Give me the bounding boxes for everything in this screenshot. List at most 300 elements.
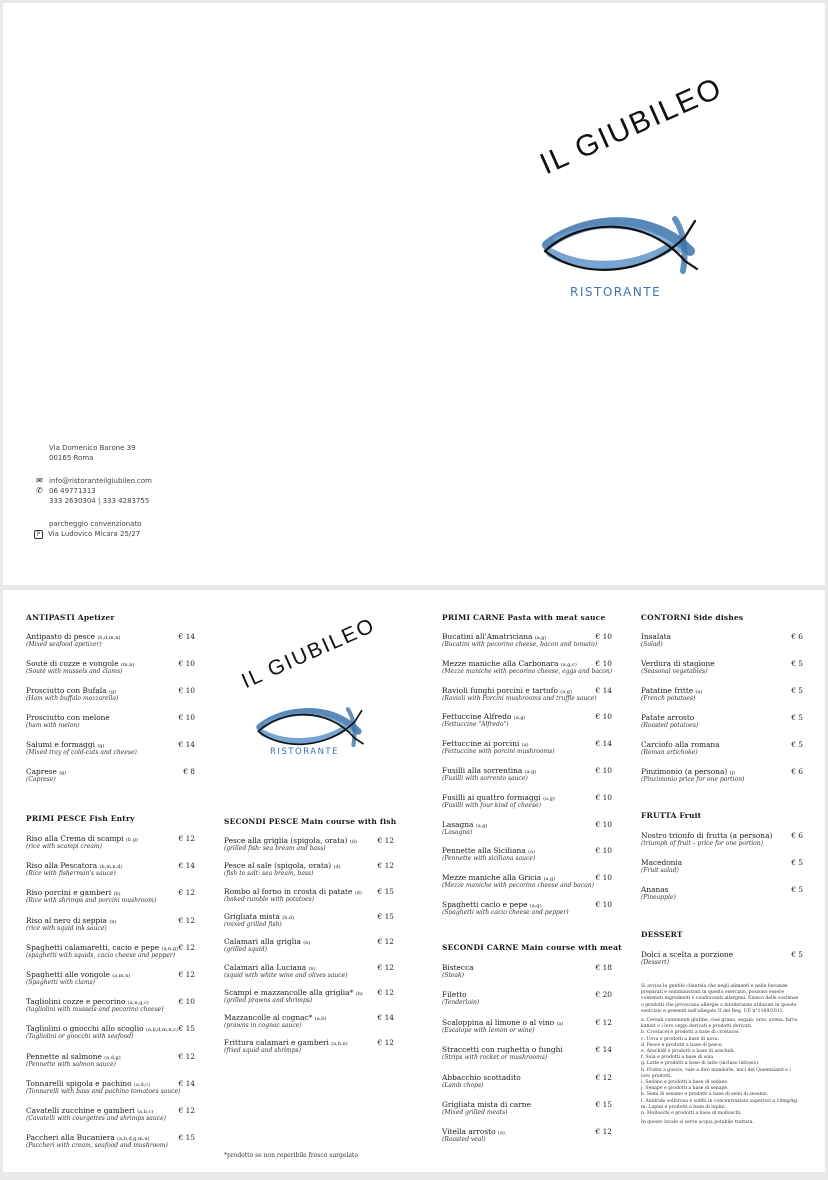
allergen-codes: (a,n,g) [161, 945, 178, 952]
allergen-codes: (a,b,n) [331, 1041, 348, 1048]
dish-name: Tagliolini cozze e pecorino [26, 997, 126, 1007]
menu-item-description: (grilled prawns and shrimps) [224, 996, 313, 1004]
allergen-list-item: d. Pesce e prodotti a base di pesce. [641, 1042, 724, 1048]
menu-item-description: (ham with melon) [26, 722, 80, 729]
allergen-list-item: k. Semi di sesamo e prodotti a base di semi di sesamo. [641, 1092, 769, 1098]
dish-name: Pinzimonio (a persona) [641, 767, 728, 776]
menu-item-price: € 15 [377, 886, 394, 896]
menu-item-price: € 20 [595, 990, 612, 1000]
menu-item-name [26, 740, 195, 749]
menu-item-description: (Soutè with mussels and clams) [26, 668, 123, 675]
address-line-2: 00165 Roma [49, 454, 94, 462]
menu-page [3, 590, 825, 1172]
dish-name: Spaghetti cacio e pepe [442, 900, 528, 909]
menu-item-price: € 10 [595, 873, 612, 883]
menu-item-price: € 12 [595, 1127, 612, 1137]
frozen-product-note: *prodotto se non reperibile fresco surgelato [224, 1152, 358, 1159]
dish-name: Riso alla Pescatora [26, 861, 98, 871]
dish-name: Caprese [26, 767, 57, 776]
allergen-codes: (g) [97, 743, 105, 749]
allergen-codes: (a,m,n) [112, 973, 131, 979]
allergen-codes: (a,g) [475, 822, 488, 829]
menu-item-description: (French potatoes) [641, 695, 696, 702]
menu-item [224, 1013, 394, 1029]
menu-item-description: (baked rumble with potatoes) [224, 895, 315, 903]
allergen-codes: (a,g) [513, 715, 526, 722]
menu-item-name [442, 1018, 612, 1027]
menu-item-price: € 12 [178, 1106, 195, 1115]
menu-item-description: (rice with squid ink sauce) [26, 924, 107, 932]
menu-item [26, 1106, 195, 1122]
menu-item [641, 686, 803, 702]
menu-item-name [442, 739, 612, 748]
menu-item-price: € 12 [377, 937, 394, 947]
dish-name: Straccetti con rughetta o funghi [442, 1045, 563, 1055]
menu-item [26, 943, 195, 959]
dish-name: Antipasto di pesce [26, 632, 95, 641]
menu-item-price: € 10 [595, 819, 612, 829]
dish-name: Mazzancolle al cognac* [224, 1013, 313, 1023]
menu-item-name [641, 659, 803, 668]
cover-page [3, 3, 825, 585]
dish-name: Grigliata mista [224, 911, 280, 921]
allergen-codes: (a,g) [560, 688, 572, 695]
menu-item-price: € 18 [595, 963, 612, 972]
menu-item-name [26, 970, 195, 979]
menu-item-description: (Pineapple) [641, 894, 676, 901]
allergen-codes: (a,g) [534, 635, 547, 641]
dish-name: Grigliata mista di carne [442, 1100, 531, 1109]
allergen-list-item: g. Latte e prodotti a base di latte (incluso lattosio). [641, 1061, 760, 1067]
menu-item-description: (prawns in cognac sauce) [224, 1022, 302, 1030]
menu-item-name [26, 1133, 195, 1142]
menu-item-price: € 15 [178, 1133, 195, 1143]
menu-item-name [26, 1052, 195, 1061]
menu-item-price: € 14 [595, 685, 612, 695]
allergen-list-item: i. Sedano e prodotti a base di sedano. [641, 1080, 729, 1086]
menu-item-price: € 12 [178, 915, 195, 925]
dish-name: Riso al nero di seppia [26, 915, 107, 925]
menu-item-name [442, 659, 612, 668]
menu-item-price: € 6 [791, 831, 803, 840]
menu-item-name [26, 943, 195, 952]
allergen-list-item: b. Crostacei e prodotti a base di crostacei. [641, 1030, 740, 1036]
dish-name: Ananas [641, 885, 669, 894]
menu-item-description: (Roasted veal) [442, 1136, 486, 1144]
menu-item-description: (Tagliolini or gnocchi with seafood) [26, 1033, 134, 1041]
fish-logo-icon [535, 191, 705, 281]
menu-item-price: € 12 [595, 1017, 612, 1027]
menu-item [442, 963, 612, 979]
menu-item-description: (Pennette with salmon sauce) [26, 1060, 116, 1068]
menu-item-description: (grilled squid) [224, 946, 267, 954]
menu-item-price: € 10 [595, 792, 612, 802]
menu-item [26, 713, 195, 729]
menu-item-name [26, 1024, 195, 1033]
dish-name: Filetto [442, 990, 467, 1000]
menu-item [26, 834, 195, 850]
menu-item-description: (Steak) [442, 972, 464, 979]
dish-name: Fettuccine ai porcini [442, 739, 520, 749]
allergen-list-item: h. Frutta a guscio, vale a dire mandorle, noci del Queensland e i loro prodotti. [641, 1067, 791, 1079]
allergen-codes: (d) [349, 839, 357, 845]
dish-name: Frittura calamari e gamberi [224, 1038, 329, 1048]
menu-item-name [26, 861, 195, 870]
menu-item [442, 1073, 612, 1089]
menu-item [442, 712, 612, 728]
phone-number-2[interactable]: 333 2630304 | 333 4283755 [49, 497, 150, 505]
menu-item-name [442, 1073, 612, 1082]
menu-item-description: (Rice with shrimps and porcini mushroom) [26, 897, 157, 905]
menu-logo-subtitle: RISTORANTE [270, 747, 339, 757]
menu-item-description: (Lamb chops) [442, 1081, 484, 1089]
menu-item-description: (Fusilli with four kind of cheese) [442, 801, 541, 809]
menu-item-description: (Tonnarelli with bass and pachino tomatoes sauce) [26, 1087, 181, 1095]
menu-item-price: € 14 [595, 1045, 612, 1055]
dish-name: Fettuccine Alfredo [442, 712, 512, 722]
section-title-frutta: FRUTTA Fruit [641, 811, 702, 820]
menu-item-description: (Dessert) [641, 959, 670, 966]
menu-item [26, 1024, 195, 1040]
dish-name: Riso porcini e gamberi [26, 888, 112, 898]
menu-item-name [26, 767, 195, 776]
menu-item-price: € 14 [377, 1013, 394, 1023]
menu-item-description: (Lasagna) [442, 828, 473, 836]
menu-item-description: (Mixed tray of cold-cuts and cheese) [26, 749, 137, 756]
allergen-list-item: f. Soia e prodotti a base di soia. [641, 1055, 715, 1061]
menu-item-description: (Mezze maniche with pecorino cheese, eggs and bacon) [442, 667, 613, 675]
menu-item-description: (tagliolini with mussels and pecorino cheese) [26, 1006, 164, 1014]
dish-name: Abbacchio scottadito [442, 1072, 521, 1082]
menu-item-name [641, 713, 803, 722]
menu-item [442, 632, 612, 648]
allergen-codes: (j) [729, 770, 736, 776]
dish-name: Cavatelli zucchine e gamberi [26, 1106, 135, 1115]
dish-name: Macedonia [641, 858, 683, 867]
menu-item-name [641, 950, 803, 959]
dish-name: Spaghetti alle vongole [26, 970, 110, 979]
allergen-list [641, 1018, 799, 1117]
dish-name: Pesce al sale (spigola, orata) [224, 861, 332, 871]
allergen-codes: (a) [521, 742, 529, 749]
menu-item [442, 686, 612, 702]
allergen-codes: (a,d,c) [133, 1081, 151, 1088]
allergen-codes: (a,b) [314, 1016, 327, 1023]
menu-item-description: (grilled fish: sea bream and bass) [224, 845, 326, 852]
menu-item-description: (Pennette with siciliana sauce) [442, 855, 536, 863]
menu-item-description: (Spaghetti with clams) [26, 979, 95, 986]
menu-item-name [442, 990, 612, 999]
dish-name: Bistecca [442, 963, 474, 972]
menu-item-name [26, 686, 195, 695]
menu-item-description: (spaghetti with squids, cacio cheese and pepper) [26, 951, 176, 959]
dish-name: Mezze maniche alla Gricia [442, 873, 542, 883]
section-title-primi-pesce: PRIMI PESCE Fish Entry [26, 814, 135, 823]
phone-number-1[interactable]: 06 49771313 [49, 487, 96, 495]
dish-name: Bucatini all'Amatriciana [442, 632, 533, 641]
dish-name: Riso alla Crema di scampi [26, 834, 124, 843]
menu-item-description: (triumph of fruit – price for one portion) [641, 840, 764, 847]
section-title-secondi-pesce: SECONDI PESCE Main course with fish [224, 817, 397, 826]
menu-item-description: (rice with scampi cream) [26, 843, 102, 850]
dish-name: Calamari alla Luciana [224, 962, 307, 972]
menu-item-price: € 12 [178, 942, 195, 952]
menu-item-name [442, 846, 612, 855]
menu-item [442, 1127, 612, 1143]
menu-item [224, 937, 394, 953]
dish-name: Scampi e mazzancolle alla griglia* [224, 987, 354, 997]
section-title-primi-carne: PRIMI CARNE Pasta with meat sauce [442, 613, 606, 622]
menu-item-name [224, 861, 394, 870]
menu-item-price: € 12 [178, 1051, 195, 1061]
menu-item-name [442, 1045, 612, 1054]
menu-item-description: (Fettuccine "Alfredo") [442, 721, 509, 729]
menu-item [641, 885, 803, 901]
dish-name: Pesce alla griglia (spigola, orata) [224, 836, 348, 845]
menu-item [442, 659, 612, 675]
menu-item-price: € 5 [791, 950, 803, 959]
allergen-codes: (b,g) [125, 837, 138, 843]
menu-item [641, 713, 803, 729]
menu-item-description: (Fettuccine with porcini mushrooms) [442, 748, 555, 756]
menu-item-price: € 10 [178, 997, 195, 1007]
menu-item-name [641, 767, 803, 776]
menu-item-price: € 10 [178, 713, 195, 722]
dish-name: Prosciutto con Bufala [26, 686, 107, 695]
menu-item-price: € 10 [178, 659, 195, 668]
menu-item-name [442, 820, 612, 829]
menu-item-price: € 5 [791, 885, 803, 894]
contact-info [34, 443, 152, 539]
section-title-dessert: DESSERT [641, 930, 683, 939]
dish-name: Nostro trionfo di frutta (a persona) [641, 831, 773, 840]
dish-name: Salumi e formaggi [26, 740, 95, 749]
menu-item [224, 887, 394, 903]
dish-name: Rombo al forno in crosta di patate [224, 886, 353, 896]
allergen-codes: (a,g) [543, 876, 556, 883]
menu-item [26, 686, 195, 702]
dish-name: Carciofo alla romana [641, 740, 720, 749]
logo-title: IL GIUBILEO [535, 71, 728, 182]
menu-item-name [641, 686, 803, 695]
menu-item-price: € 10 [595, 712, 612, 722]
menu-item-description: (Caprese) [26, 776, 56, 783]
allergen-codes: (a) [695, 689, 703, 695]
dish-name: Ravioli funghi porcini e tartufo [442, 685, 558, 695]
allergen-codes: (b) [355, 990, 363, 997]
allergen-codes: (m,n) [120, 662, 135, 668]
dish-name: Tagliolini o gnocchi allo scoglio [26, 1024, 144, 1034]
allergen-list-item: c. Uova e prodotti a base di uova. [641, 1036, 720, 1042]
menu-item-price: € 12 [377, 962, 394, 972]
allergen-codes: (a) [556, 1020, 564, 1027]
parking-line-2: Via Ludovico Micara 25/27 [48, 530, 141, 538]
menu-item [26, 1133, 195, 1149]
menu-item-description: (Paccheri with cream, seafood and mushroom) [26, 1142, 168, 1150]
menu-item [641, 740, 803, 756]
allergen-list-item: l. Anidride solforosa e solfiti in concentrazioni superiori a 10mg/kg. [641, 1098, 799, 1104]
allergen-list-item: j. Senape e prodotti a base di senape. [641, 1086, 729, 1092]
menu-item [442, 900, 612, 916]
menu-item-name [641, 831, 803, 840]
menu-item-description: (Spaghetti with cacio cheese and pepper) [442, 909, 569, 916]
menu-item [26, 888, 195, 904]
menu-item-description: (Ravioli with Porcini mushrooms and truffle sauce) [442, 694, 597, 702]
dish-name: Soutè di cozze e vongole [26, 659, 119, 668]
allergen-codes: (a,g) [529, 903, 542, 909]
menu-item-name [224, 912, 394, 921]
dish-name: Patate arrosto [641, 713, 695, 722]
menu-item-name [641, 858, 803, 867]
dish-name: Verdura di stagione [641, 659, 715, 668]
menu-item [224, 988, 394, 1004]
menu-item-name [26, 1106, 195, 1115]
menu-item [641, 659, 803, 675]
menu-item-price: € 5 [791, 713, 803, 722]
allergen-codes: (d) [333, 864, 341, 871]
menu-item [442, 1045, 612, 1061]
menu-item-price: € 10 [595, 632, 612, 641]
menu-item [26, 916, 195, 932]
menu-item-name [26, 997, 195, 1006]
menu-item-name [641, 885, 803, 894]
menu-item [26, 970, 195, 986]
menu-item-price: € 12 [595, 1072, 612, 1082]
email-link[interactable]: info@ristoranteilgiubileo.com [49, 477, 152, 485]
menu-item-price: € 10 [595, 900, 612, 909]
menu-item-price: € 12 [178, 888, 195, 898]
menu-item-price: € 5 [791, 740, 803, 749]
allergen-codes: (b,d,m,n) [97, 635, 121, 641]
allergen-codes: (b,d) [282, 914, 295, 921]
menu-item-price: € 5 [791, 858, 803, 867]
menu-item-price: € 8 [183, 767, 195, 776]
section-title-secondi-carne: SECONDI CARNE Main course with meat [442, 943, 622, 952]
menu-item [26, 767, 195, 783]
menu-item [442, 990, 612, 1006]
menu-item [442, 820, 612, 836]
allergen-codes: (a,d,g) [104, 1054, 121, 1061]
allergen-codes: (a,g) [524, 769, 537, 775]
menu-item-description: (Salad) [641, 641, 663, 648]
dish-name: Pennette al salmone [26, 1051, 102, 1061]
parking-line-1: parcheggio convenzionato [49, 520, 142, 528]
menu-item-name [641, 740, 803, 749]
dish-name: Prosciutto con melone [26, 713, 110, 722]
allergen-codes: (a) [528, 849, 535, 856]
menu-item-price: € 12 [178, 834, 195, 843]
menu-item [641, 858, 803, 874]
allergen-codes: (a,b,d,m,n,c) [145, 1027, 178, 1034]
dish-name: Lasagna [442, 819, 474, 829]
menu-item [641, 950, 803, 966]
menu-item-description: (Ham with buffalo mozzarella) [26, 695, 119, 702]
allergen-codes: (a,g) [543, 795, 555, 802]
menu-item-description: (Seasonal vegetables) [641, 668, 708, 675]
menu-item-description: (Escalope with lemon or wine) [442, 1026, 535, 1034]
dish-name: Vitella arrosto [442, 1127, 496, 1137]
menu-item-price: € 10 [595, 658, 612, 668]
allergen-codes: (n) [303, 940, 311, 947]
menu-item [641, 831, 803, 847]
menu-item-price: € 10 [595, 766, 612, 775]
menu-item-name [26, 916, 195, 925]
menu-item [26, 1079, 195, 1095]
allergen-list-item: e. Arachidi e prodotti a base di arachidi. [641, 1049, 735, 1055]
menu-item-price: € 12 [377, 861, 394, 871]
menu-item-price: € 5 [791, 686, 803, 695]
menu-item-description: (Pinzimonio price for one portion) [641, 776, 745, 783]
menu-item-description: (Rice with fisherman's sauce) [26, 870, 116, 878]
menu-item-description: (fish to salt: sea bream, bass) [224, 870, 314, 878]
menu-item [26, 632, 195, 648]
menu-item-description: (mixed grilled fish) [224, 920, 282, 928]
menu-item [442, 1018, 612, 1034]
allergen-codes: (n) [109, 918, 117, 925]
allergen-codes: (g) [59, 770, 67, 776]
menu-item [442, 873, 612, 889]
menu-item [26, 861, 195, 877]
menu-fish-logo-icon [250, 690, 370, 752]
allergen-codes: (d) [354, 889, 362, 896]
menu-item-price: € 14 [178, 740, 195, 749]
menu-item-description: (fried squid and shrimps) [224, 1047, 301, 1055]
menu-item-price: € 12 [377, 987, 394, 997]
dish-name: Insalata [641, 632, 672, 641]
menu-item-description: (Roman artichoke) [641, 749, 698, 756]
allergen-codes: (a,n,g,c) [127, 1000, 149, 1007]
menu-item-name [442, 963, 612, 972]
menu-item-price: € 14 [595, 739, 612, 749]
dish-name: Fusilli ai quattro formaggi [442, 792, 541, 802]
menu-item [224, 1038, 394, 1054]
address-line-1: Via Domenico Barone 39 [49, 444, 136, 452]
section-title-antipasti: ANTIPASTI Apetizer [26, 613, 115, 622]
allergen-info [641, 984, 799, 1129]
menu-item-description: (Mixed grilled meats) [442, 1109, 508, 1116]
menu-item-name [442, 686, 612, 695]
menu-item-description: (Fusilli with sorrento sauce) [442, 775, 528, 782]
menu-item-price: € 14 [178, 632, 195, 641]
menu-item-price: € 12 [377, 836, 394, 845]
menu-item [224, 912, 394, 928]
menu-item-name [442, 1100, 612, 1109]
menu-item-name [26, 659, 195, 668]
menu-item-name [442, 1127, 612, 1136]
menu-item-price: € 14 [178, 1078, 195, 1088]
menu-item [224, 963, 394, 979]
menu-item-price: € 10 [178, 686, 195, 695]
menu-item [26, 1052, 195, 1068]
allergen-list-item: m. Lupini e prodotti a base di lupini. [641, 1104, 727, 1110]
menu-item-description: (Bucatini with pecorino cheese, bacon and tomato) [442, 641, 598, 648]
menu-item-name [26, 713, 195, 722]
menu-item-price: € 5 [791, 659, 803, 668]
menu-item-name [442, 873, 612, 882]
menu-item-name [442, 632, 612, 641]
dish-name: Scaloppina al limone o al vino [442, 1017, 555, 1027]
menu-item [641, 632, 803, 648]
menu-logo-title: IL GIUBILEO [238, 613, 379, 694]
menu-item-name [224, 887, 394, 896]
menu-item [26, 740, 195, 756]
menu-item-name [224, 937, 394, 946]
allergen-codes: (g) [108, 689, 117, 695]
parking-icon: P [34, 530, 43, 539]
allergen-footer: In questo locale si serve acqua potabile trattata. [641, 1120, 754, 1126]
menu-item-price: € 15 [377, 911, 394, 921]
menu-item [442, 793, 612, 809]
